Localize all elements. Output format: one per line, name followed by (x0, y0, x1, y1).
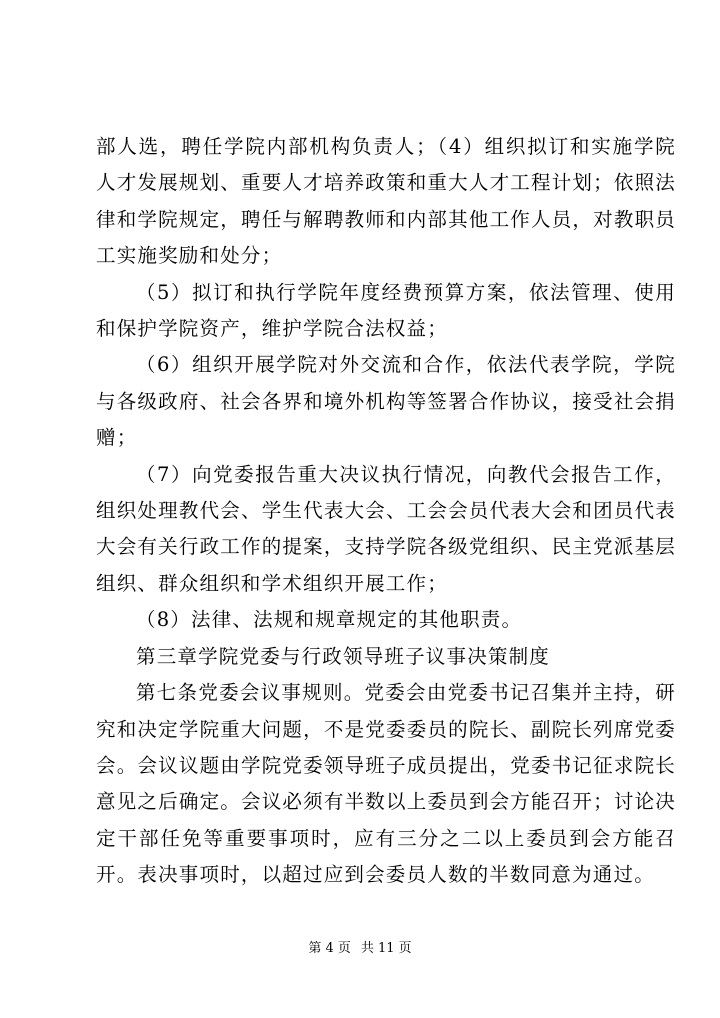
page-total: 共 11 页 (360, 941, 412, 956)
chapter-heading: 第三章学院党委与行政领导班子议事决策制度 (136, 644, 551, 668)
page-number: 第 4 页 (308, 941, 351, 956)
page-footer (0, 937, 720, 956)
paragraph-article-7: 第七条党委会议事规则。党委会由党委书记召集并主持，研究和决定学院重大问题，不是党委委员的院长、副院长列席党委会。会议议题由学院党委领导班子成员提出，党委书记征求院长意见之后确定。会议必须有半数以上委员到会方能召开；讨论决定干部任免等重要事项时，应有三分之二以上委员到会方能召开。表决事项时，以超过应到会委员人数的半数同意为通过。 (96, 681, 676, 887)
paragraph-item-8: （8）法律、法规和规章规定的其他职责。 (136, 608, 523, 632)
paragraph-continuation: 部人选，聘任学院内部机构负责人；（4）组织拟订和实施学院人才发展规划、重要人才培养政策和重大人才工程计划；依照法律和学院规定，聘任与解聘教师和内部其他工作人员，对教职员工实施奖励和处分； (96, 135, 676, 268)
paragraph-item-7: （7）向党委报告重大决议执行情况，向教代会报告工作，组织处理教代会、学生代表大会、工会会员代表大会和团员代表大会有关行政工作的提案，支持学院各级党组织、民主党派基层组织、群众组织和学术组织开展工作； (96, 462, 676, 595)
paragraph-item-6: （6）组织开展学院对外交流和合作，依法代表学院，学院与各级政府、社会各界和境外机构等签署合作协议，接受社会捐赠； (96, 353, 676, 450)
document-body (96, 129, 676, 894)
paragraph-item-5: （5）拟订和执行学院年度经费预算方案，依法管理、使用和保护学院资产，维护学院合法权益； (96, 280, 676, 341)
